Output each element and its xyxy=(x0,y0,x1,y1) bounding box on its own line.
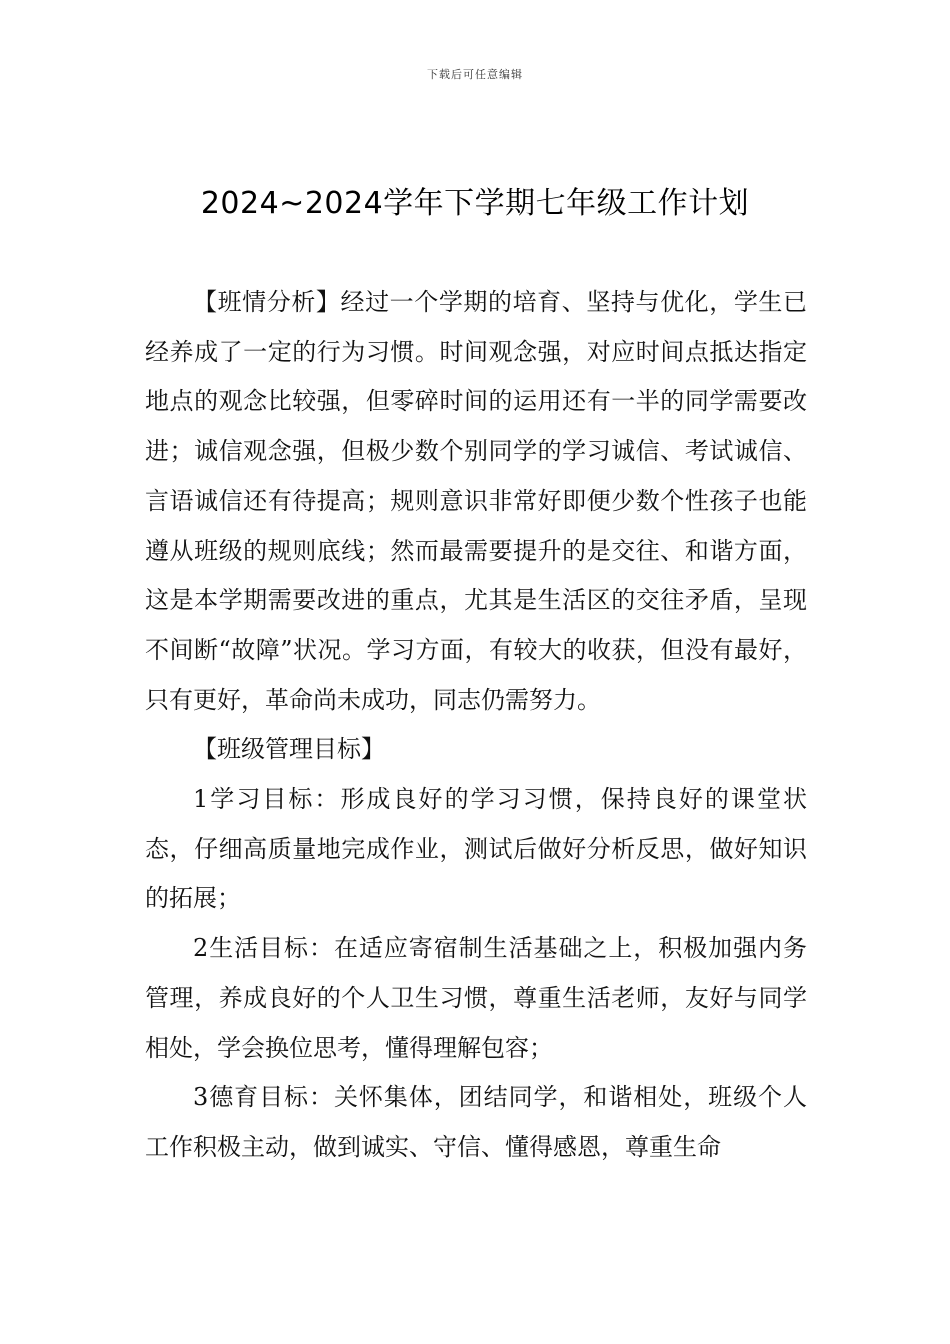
paragraph-moral-goal: 3德育目标：关怀集体，团结同学，和谐相处，班级个人工作积极主动，做到诚实、守信、懂得感恩，尊重生命 xyxy=(145,1083,807,1161)
document-title: 2024~2024学年下学期七年级工作计划 xyxy=(200,186,750,221)
paragraph-management-goals-heading: 【班级管理目标】 xyxy=(193,735,385,764)
paragraph-study-goal: 1学习目标：形成良好的学习习惯，保持良好的课堂状态，仔细高质量地完成作业，测试后做好分析反思，做好知识的拓展； xyxy=(145,785,807,913)
paragraph-life-goal: 2生活目标：在适应寄宿制生活基础之上，积极加强内务管理，养成良好的个人卫生习惯，尊重生活老师，友好与同学相处，学会换位思考，懂得理解包容； xyxy=(145,934,807,1062)
document-body xyxy=(145,278,807,1173)
header-note: 下载后可任意编辑 xyxy=(427,68,523,81)
paragraph-class-analysis: 【班情分析】经过一个学期的培育、坚持与优化，学生已经养成了一定的行为习惯。时间观念强，对应时间点抵达指定地点的观念比较强，但零碎时间的运用还有一半的同学需要改进；诚信观念强，但极少数个别同学的学习诚信、考试诚信、言语诚信还有待提高；规则意识非常好即便少数个性孩子也能遵从班级的规则底线；然而最需要提升的是交往、和谐方面，这是本学期需要改进的重点，尤其是生活区的交往矛盾，呈现不间断“故障”状况。学习方面，有较大的收获，但没有最好，只有更好，革命尚未成功，同志仍需努力。 xyxy=(145,288,807,714)
